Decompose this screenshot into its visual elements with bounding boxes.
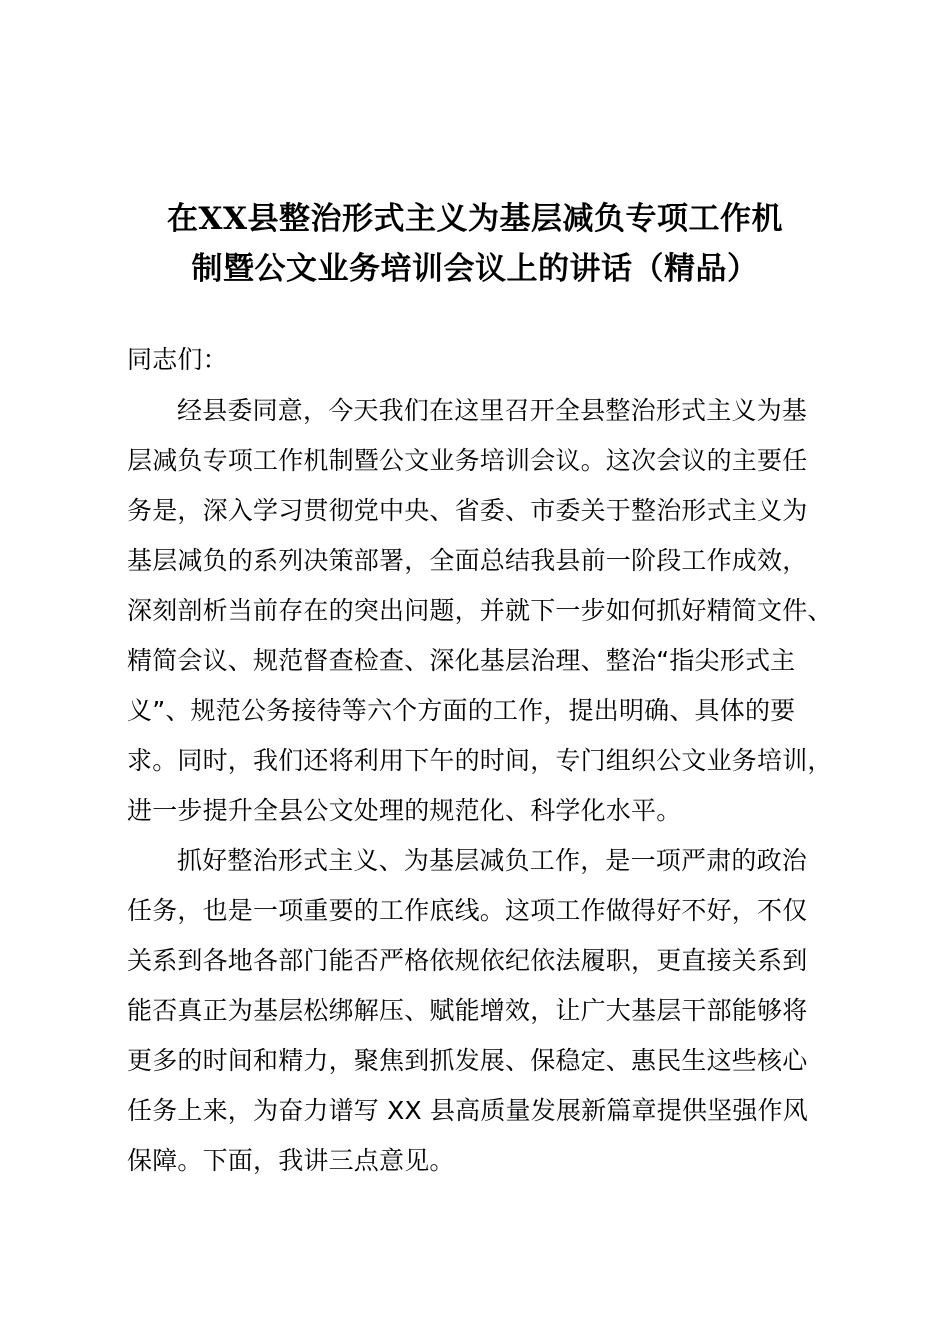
paragraph-line: 义”、规范公务接待等六个方面的工作，提出明确、具体的要 [127,696,796,725]
paragraph-line: 深刻剖析当前存在的突出问题，并就下一步如何抓好精简文件、 [127,596,833,625]
paragraph-line: 基层减负的系列决策部署，全面总结我县前一阶段工作成效， [127,546,808,575]
paragraph-line: 进一步提升全县公文处理的规范化、科学化水平。 [127,796,682,825]
paragraph-line: 保障。下面，我讲三点意见。 [127,1146,455,1175]
paragraph-line: 层减负专项工作机制暨公文业务培训会议。这次会议的主要任 [127,446,808,475]
paragraph-line: 关系到各地各部门能否严格依规依纪依法履职，更直接关系到 [127,946,808,975]
salutation: 同志们： [127,345,228,374]
paragraph-line: 务是，深入学习贯彻党中央、省委、市委关于整治形式主义为 [127,496,808,525]
paragraph-line: 任务，也是一项重要的工作底线。这项工作做得好不好，不仅 [127,896,808,925]
paragraph-line: 能否真正为基层松绑解压、赋能增效，让广大基层干部能够将 [127,996,808,1025]
document-title-line-2: 制暨公文业务培训会议上的讲话（精品） [191,251,759,287]
paragraph-line: 求。同时，我们还将利用下午的时间，专门组织公文业务培训， [127,746,833,775]
paragraph-line: 经县委同意，今天我们在这里召开全县整治形式主义为基 [177,396,808,425]
paragraph-line: 抓好整治形式主义、为基层减负工作，是一项严肃的政治 [177,846,808,875]
document-title-line-1: 在XX县整治形式主义为基层减负专项工作机 [166,201,784,237]
paragraph-line: 更多的时间和精力，聚焦到抓发展、保稳定、惠民生这些核心 [127,1046,808,1075]
paragraph-line: 任务上来，为奋力谱写 XX 县高质量发展新篇章提供坚强作风 [127,1096,808,1125]
paragraph-line: 精简会议、规范督查检查、深化基层治理、整治“指尖形式主 [127,646,796,675]
